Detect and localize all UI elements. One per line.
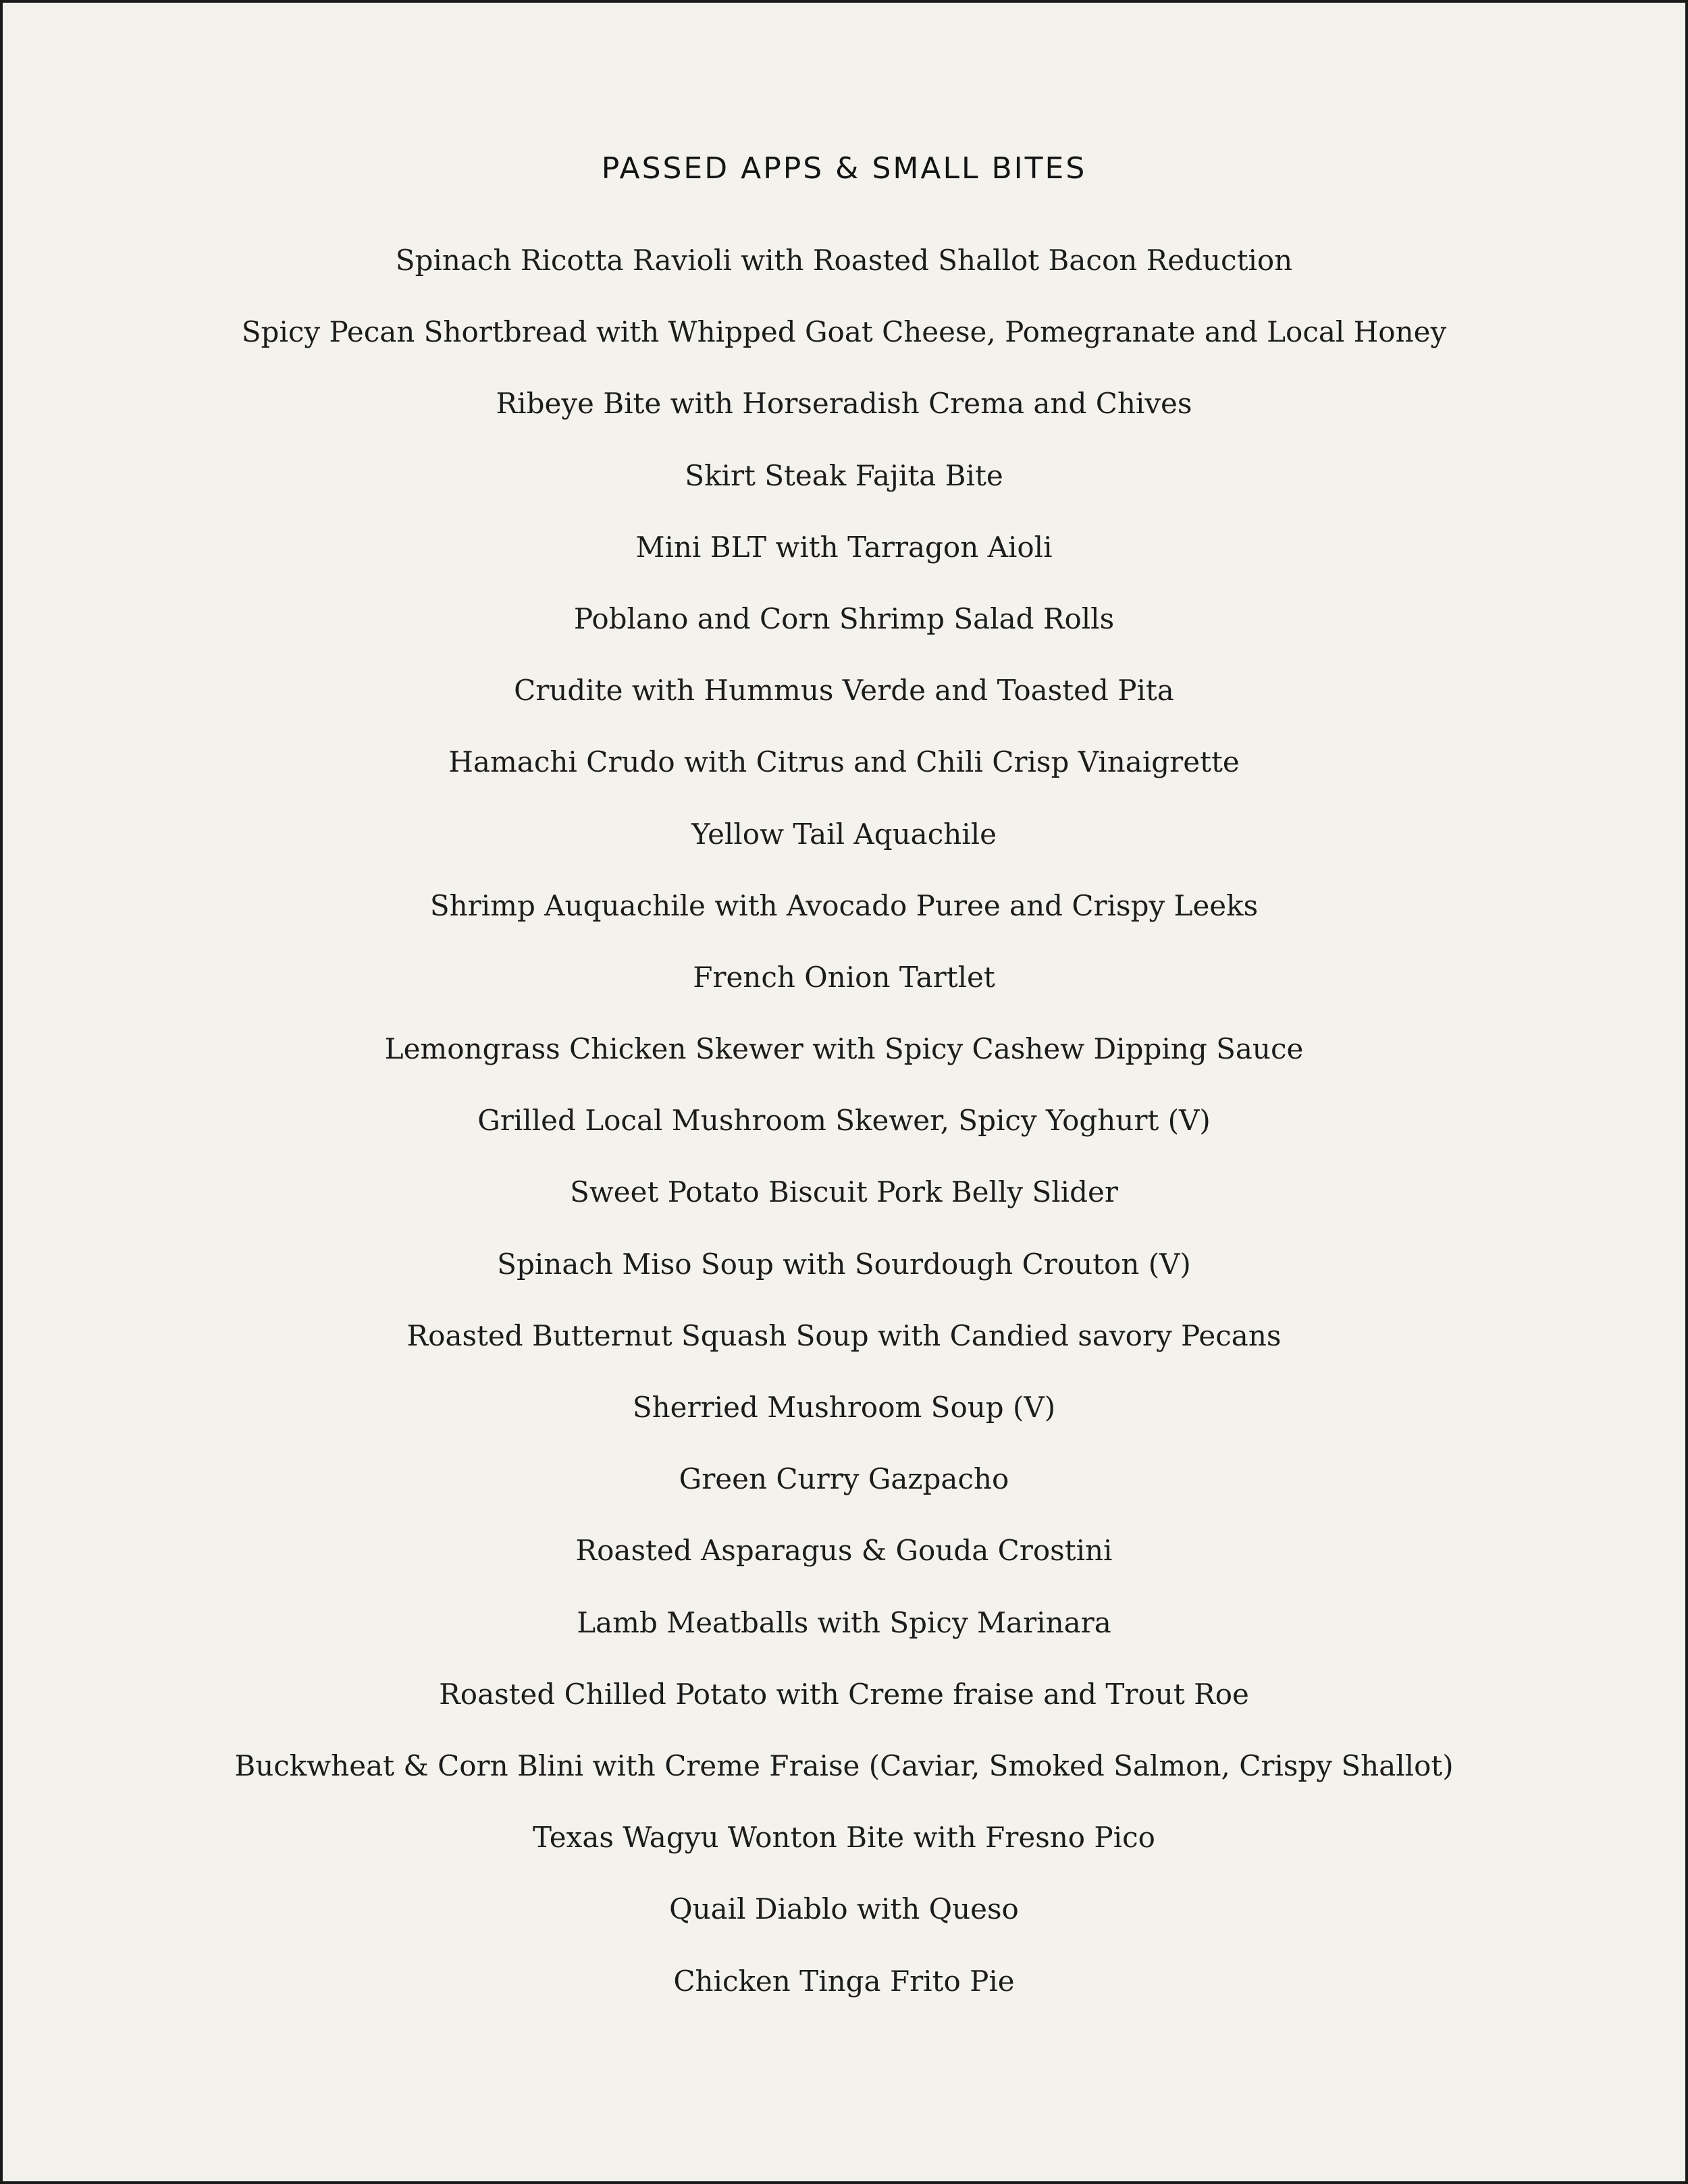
menu-item: Skirt Steak Fajita Bite xyxy=(685,458,1003,492)
menu-item: Mini BLT with Tarragon Aioli xyxy=(635,530,1053,564)
menu-item-list xyxy=(3,239,1685,2031)
menu-item: Chicken Tinga Frito Pie xyxy=(673,1964,1015,1998)
menu-item: Grilled Local Mushroom Skewer, Spicy Yoghurt (V) xyxy=(477,1104,1211,1138)
menu-item: Ribeye Bite with Horseradish Crema and Chives xyxy=(496,387,1192,421)
menu-item: Shrimp Auquachile with Avocado Puree and Crispy Leeks xyxy=(429,888,1259,922)
menu-item: Sherried Mushroom Soup (V) xyxy=(632,1391,1056,1424)
menu-item: Lamb Meatballs with Spicy Marinara xyxy=(577,1605,1111,1639)
menu-item: Roasted Chilled Potato with Creme fraise and Trout Roe xyxy=(439,1677,1249,1711)
menu-item: Spicy Pecan Shortbread with Whipped Goat Cheese, Pomegranate and Local Honey xyxy=(241,315,1447,349)
menu-item: Buckwheat & Corn Blini with Creme Fraise (Caviar, Smoked Salmon, Crispy Shallot) xyxy=(234,1749,1454,1782)
menu-item: French Onion Tartlet xyxy=(693,960,995,994)
menu-item: Yellow Tail Aquachile xyxy=(691,817,997,851)
menu-item: Texas Wagyu Wonton Bite with Fresno Pico xyxy=(533,1821,1155,1855)
menu-title: PASSED APPS & SMALL BITES xyxy=(601,151,1087,186)
menu-item: Hamachi Crudo with Citrus and Chili Crisp Vinaigrette xyxy=(448,745,1240,779)
menu-item: Crudite with Hummus Verde and Toasted Pita xyxy=(514,674,1174,708)
menu-item: Spinach Miso Soup with Sourdough Crouton (V) xyxy=(497,1247,1191,1281)
menu-item: Green Curry Gazpacho xyxy=(679,1462,1009,1496)
menu-item: Spinach Ricotta Ravioli with Roasted Shallot Bacon Reduction xyxy=(395,244,1293,277)
menu-item: Lemongrass Chicken Skewer with Spicy Cashew Dipping Sauce xyxy=(384,1032,1304,1066)
menu-item: Roasted Butternut Squash Soup with Candied savory Pecans xyxy=(406,1319,1282,1352)
menu-item: Sweet Potato Biscuit Pork Belly Slider xyxy=(570,1175,1118,1209)
menu-item: Poblano and Corn Shrimp Salad Rolls xyxy=(573,602,1115,635)
menu-item: Roasted Asparagus & Gouda Crostini xyxy=(575,1534,1113,1568)
menu-item: Quail Diablo with Queso xyxy=(669,1892,1019,1926)
